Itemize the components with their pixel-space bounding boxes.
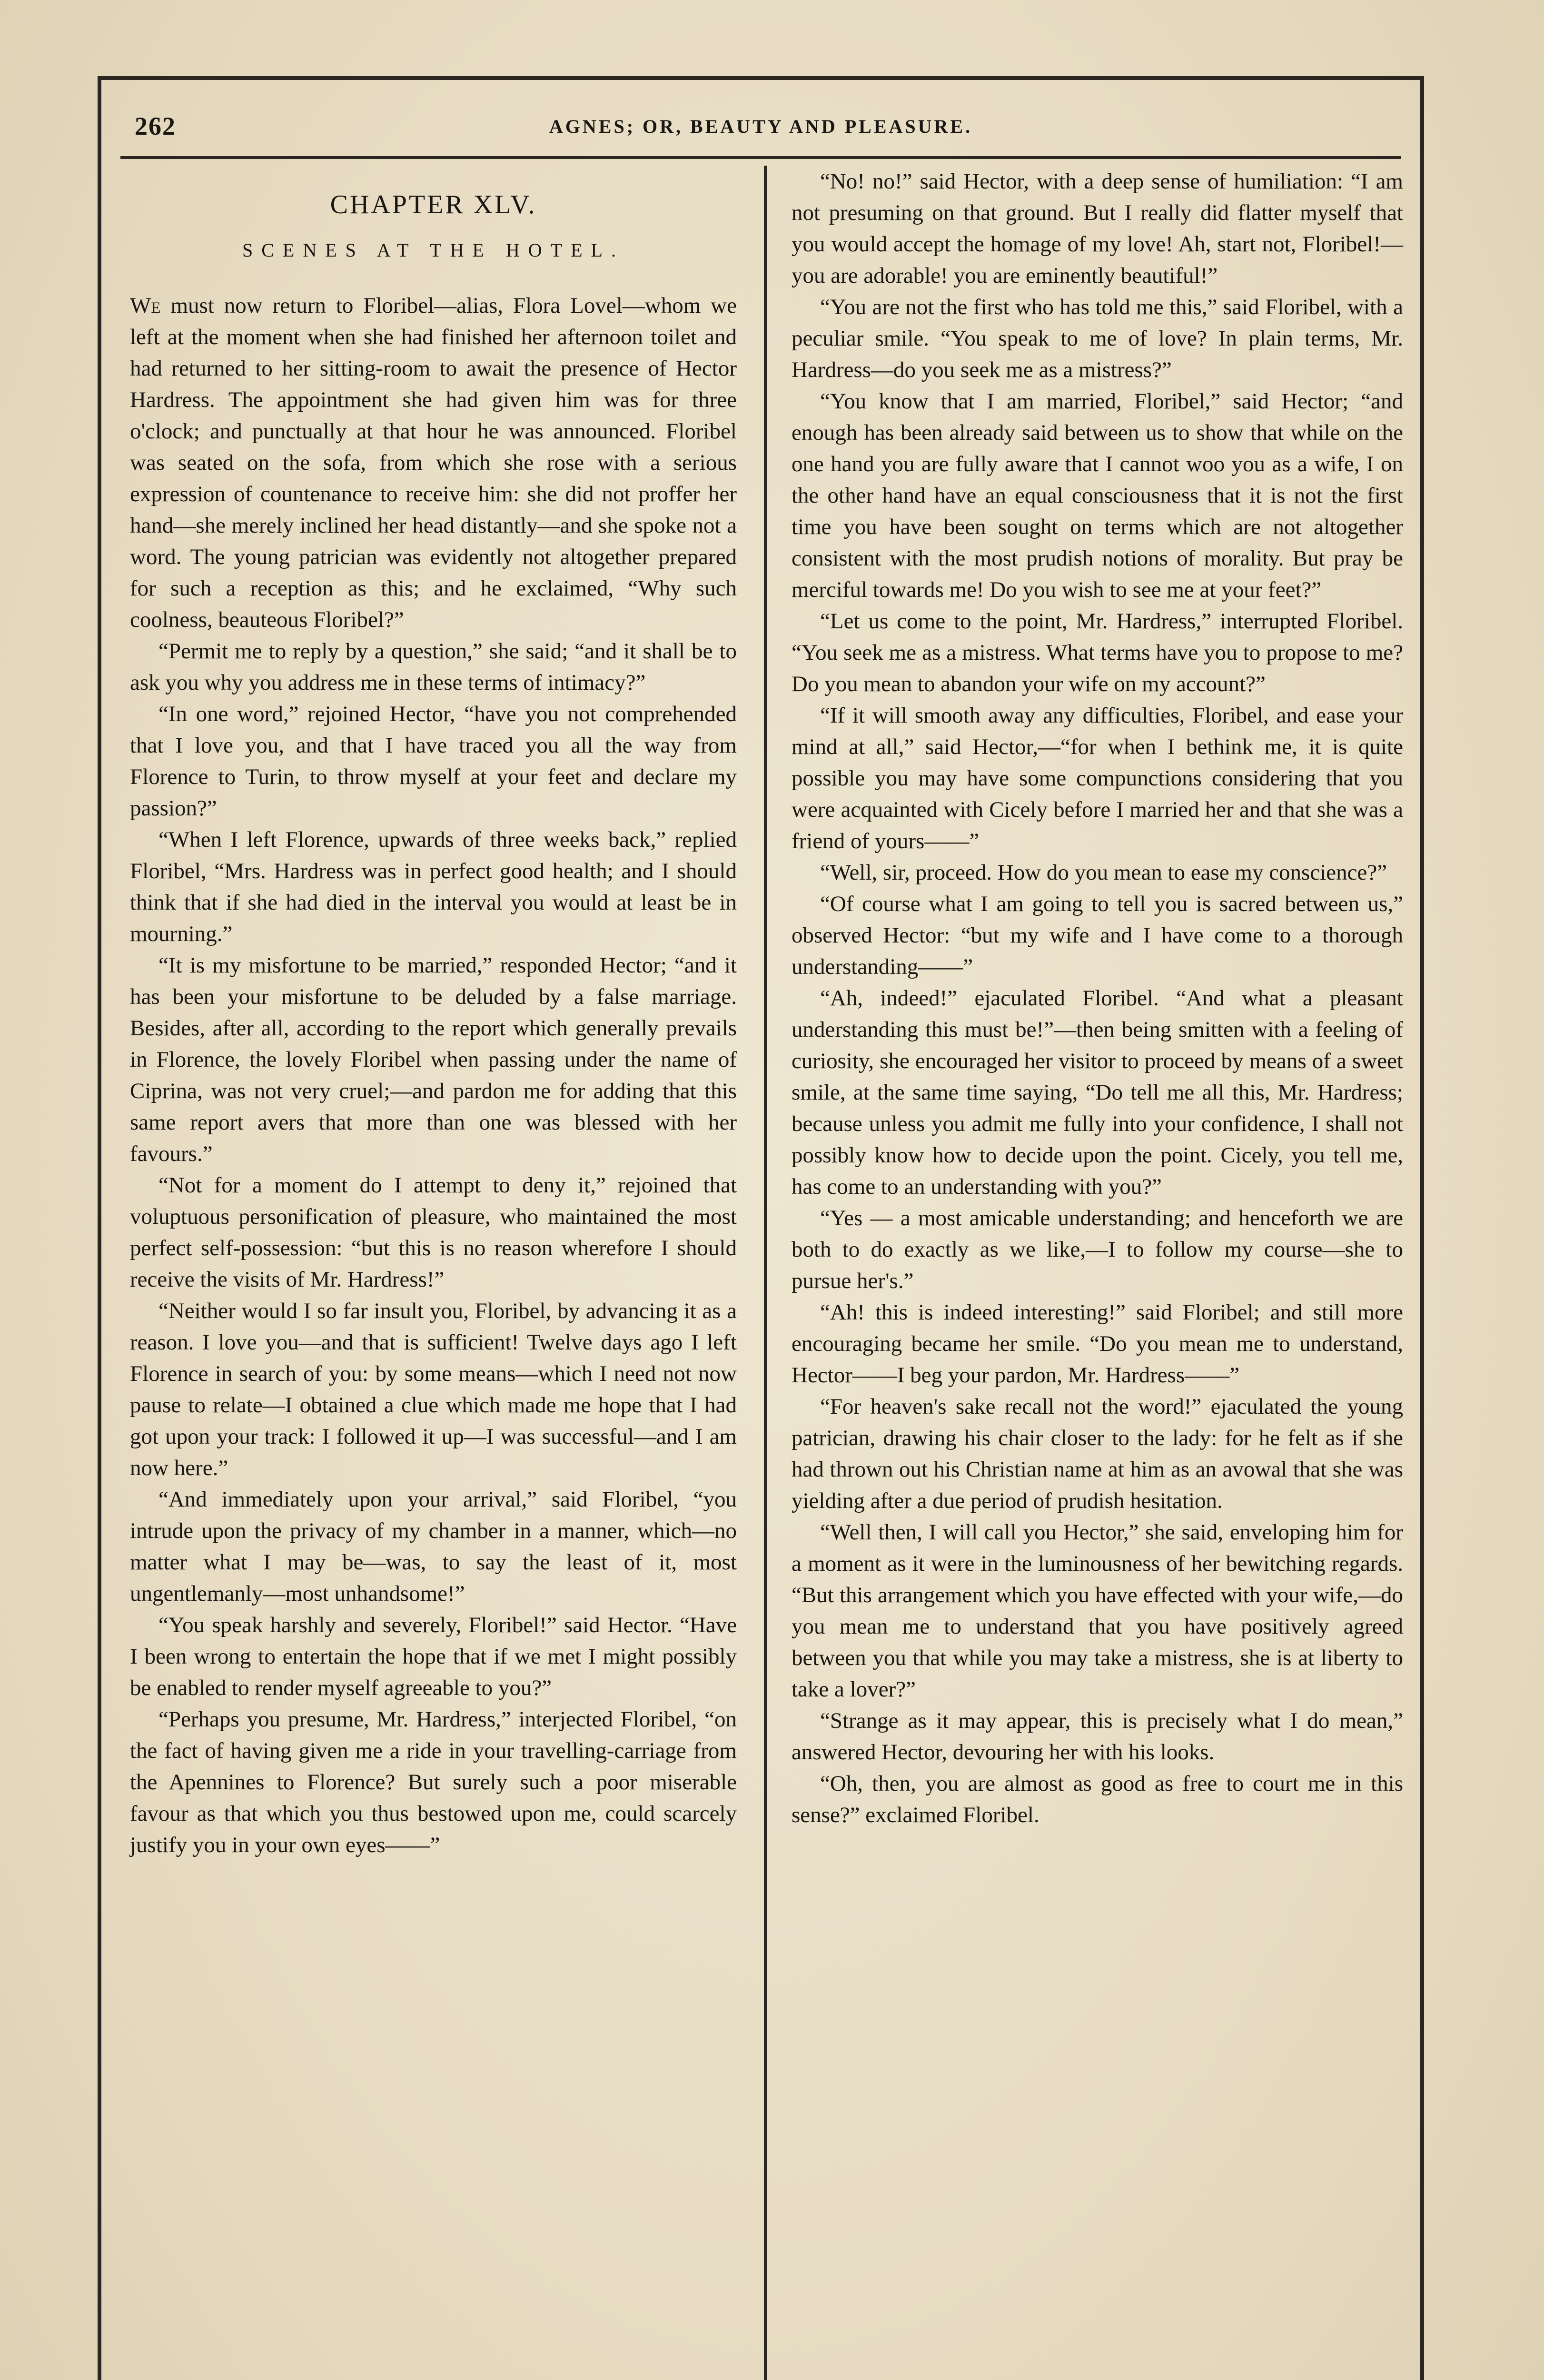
chapter-title: CHAPTER XLV. [330, 190, 537, 219]
paragraph: “You know that I am married, Floribel,” said Hector; “and enough has been already said between us to show that while on the one hand you are fully aware that I cannot woo you as a wife, I on the other hand have an equal consciousness that it is not the first time you have been sought on terms which are not altogether consistent with the most prudish notions of morality. But pray be merciful towards me! Do you wish to see me at your feet?” [792, 389, 1403, 602]
paragraph: “Neither would I so far insult you, Floribel, by advancing it as a reason. I love you—and that is sufficient! Twelve days ago I left Florence in search of you: by some means—which I need not now pause to relate—I obtained a clue which made me hope that I had got upon your track: I followed it up—I was successful—and I am now here.” [130, 1299, 737, 1480]
paragraph: “For heaven's sake recall not the word!” ejaculated the young patrician, drawing his chair closer to the lady: for he felt as if she had thrown out his Christian name at him as an avowal that she was yielding after a due period of prudish hesitation. [792, 1394, 1403, 1513]
paragraph: “Ah! this is indeed interesting!” said Floribel; and still more encouraging became her smile. “Do you mean me to understand, Hector——I beg your pardon, Mr. Hardress——” [792, 1300, 1403, 1388]
paragraph: “And immediately upon your arrival,” said Floribel, “you intrude upon the privacy of my chamber in a manner, which—no matter what I may be—was, to say the least of it, most ungentlemanly—most unhandsome!” [130, 1487, 737, 1606]
right-column [787, 166, 1403, 2380]
text-columns [130, 166, 1403, 2380]
page-header [120, 103, 1401, 155]
paragraph: “Of course what I am going to tell you is sacred between us,” observed Hector: “but my wife and I have come to a thorough understanding——” [792, 892, 1403, 979]
paragraph: “Not for a moment do I attempt to deny it,” rejoined that voluptuous personification of pleasure, who maintained the most perfect self-possession: “but this is no reason wherefore I should receive the visits of Mr. Hardress!” [130, 1173, 737, 1292]
paragraph: “You are not the first who has told me this,” said Floribel, with a peculiar smile. “You speak to me of love? In plain terms, Mr. Hardress—do you seek me as a mistress?” [792, 295, 1403, 382]
paragraph: “If it will smooth away any difficulties, Floribel, and ease your mind at all,” said Hector,—“for when I bethink me, it is quite possible you may have some compunctions considering that you were acquainted with Cicely before I married her and that she was a friend of yours——” [792, 703, 1403, 853]
paragraph: “Well then, I will call you Hector,” she said, enveloping him for a moment as it were in the luminousness of her bewitching regards. “But this arrangement which you have effected with your wife,—do you mean me to understand that you have positively agreed between you that while you may take a mistress, she is at liberty to take a lover?” [792, 1520, 1403, 1702]
paragraph [130, 290, 737, 635]
paragraph: “Well, sir, proceed. How do you mean to ease my conscience?” [820, 860, 1387, 885]
paragraph: “It is my misfortune to be married,” responded Hector; “and it has been your misfortune to be deluded by a false marriage. Besides, after all, according to the report which generally prevails in Florence, the lovely Floribel when passing under the name of Ciprina, was not very cruel;—and pardon me for adding that this same report avers that more than one was blessed with her favours.” [130, 953, 737, 1166]
paragraph: “Perhaps you presume, Mr. Hardress,” interjected Floribel, “on the fact of having given me a ride in your travelling-carriage from the Apennines to Florence? But surely such a poor miserable favour as that which you thus bestowed upon me, could scarcely justify you in your own eyes——” [130, 1707, 737, 1857]
chapter-subtitle: SCENES AT THE HOTEL. [242, 239, 624, 261]
paragraph: “Permit me to reply by a question,” she said; “and it shall be to ask you why you address me in these terms of intimacy?” [130, 639, 737, 695]
drop-word: We [130, 293, 161, 318]
header-rule [120, 156, 1401, 159]
left-column [130, 166, 746, 2380]
paragraph: “Ah, indeed!” ejaculated Floribel. “And what a pleasant understanding this must be!”—then being smitten with a feeling of curiosity, she encouraged her visitor to proceed by means of a sweet smile, at the same time saying, “Do tell me all this, Mr. Hardress; because unless you admit me fully into your confidence, I shall not possibly know how to decide upon the point. Cicely, you tell me, has come to an understanding with you?” [792, 986, 1403, 1199]
page-frame [98, 76, 1424, 2380]
paragraph: “Let us come to the point, Mr. Hardress,” interrupted Floribel. “You seek me as a mistress. What terms have you to propose to me? Do you mean to abandon your wife on my account?” [792, 609, 1403, 696]
paragraph: “No! no!” said Hector, with a deep sense of humiliation: “I am not presuming on that ground. But I really did flatter myself that you would accept the homage of my love! Ah, start not, Floribel!—you are adorable! you are eminently beautiful!” [792, 169, 1403, 288]
page-number: 262 [135, 112, 176, 140]
paragraph: “In one word,” rejoined Hector, “have you not comprehended that I love you, and that I have traced you all the way from Florence to Turin, to throw myself at your feet and declare my passion?” [130, 702, 737, 821]
paragraph: “You speak harshly and severely, Floribel!” said Hector. “Have I been wrong to entertain the hope that if we met I might possibly be enabled to render myself agreeable to you?” [130, 1613, 737, 1700]
paragraph-text: must now return to Floribel—alias, Flora Lovel—whom we left at the moment when she had finished her afternoon toilet and had returned to her sitting-room to await the presence of Hector Hardress. The appointment she had given him was for three o'clock; and punctually at that hour he was announced. Floribel was seated on the sofa, from which she rose with a serious expression of countenance to receive him: she did not proffer her hand—she merely inclined her head distantly—and she spoke not a word. The young patrician was evidently not altogether prepared for such a reception as this; and he exclaimed, “Why such coolness, beauteous Floribel?” [130, 293, 737, 632]
running-title: AGNES; OR, BEAUTY AND PLEASURE. [549, 116, 973, 137]
paragraph: “Yes — a most amicable understanding; and henceforth we are both to do exactly as we like,—I to follow my course—she to pursue her's.” [792, 1206, 1403, 1293]
paragraph: “Strange as it may appear, this is precisely what I do mean,” answered Hector, devouring her with his looks. [792, 1708, 1403, 1765]
paragraph: “When I left Florence, upwards of three weeks back,” replied Floribel, “Mrs. Hardress was in perfect good health; and I should think that if she had died in the interval you would at least be in mourning.” [130, 827, 737, 946]
paragraph: “Oh, then, you are almost as good as free to court me in this sense?” exclaimed Floribel. [792, 1771, 1403, 1827]
column-divider [764, 166, 767, 2380]
